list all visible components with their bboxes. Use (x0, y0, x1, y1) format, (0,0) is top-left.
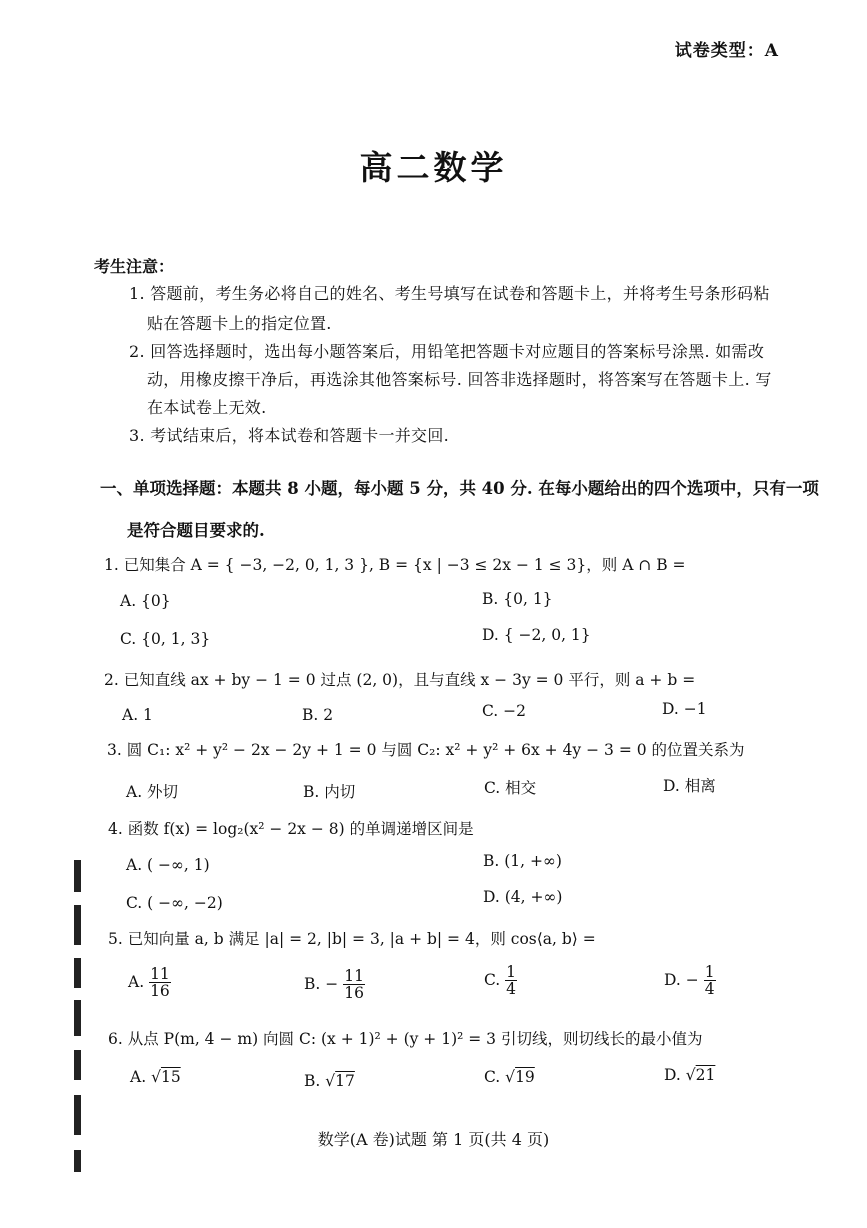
binding-mark (74, 1095, 81, 1135)
q3-option-b: B. 内切 (303, 783, 356, 801)
paper-type-label: 试卷类型：A (674, 41, 779, 61)
q6-option-d-prefix: D. (664, 1066, 681, 1084)
q5-option-b-fraction (343, 968, 365, 1002)
notice-line-3: 2. 回答选择题时，选出每小题答案后，用铅笔把答题卡对应题目的答案标号涂黑. 如需改 (129, 342, 765, 361)
sqrt-icon: √ (505, 1068, 516, 1086)
question-6-stem: 6. 从点 P(m, 4 − m) 向圆 C: (x + 1)² + (y + 1)² = 3 引切线，则切线长的最小值为 (108, 1030, 703, 1048)
q6-option-a (130, 1068, 181, 1086)
q5-option-d-numerator: 1 (704, 963, 715, 981)
q6-option-c (484, 1068, 535, 1086)
q3-option-c: C. 相交 (484, 779, 537, 797)
q3-option-d: D. 相离 (663, 777, 716, 795)
q5-option-c-numerator: 1 (506, 963, 517, 981)
q1-option-d: D. { −2, 0, 1} (482, 626, 591, 644)
q5-option-c-denominator: 4 (506, 980, 517, 999)
binding-mark (74, 958, 81, 988)
question-5-stem: 5. 已知向量 a, b 满足 |a| = 2, |b| = 3, |a + b| = 4，则 cos⟨a, b⟩ = (108, 930, 596, 948)
q5-option-a-fraction (149, 966, 171, 1000)
q5-option-a (128, 966, 171, 1000)
section-heading-line-2: 是符合题目要求的. (127, 521, 265, 540)
q6-option-b-prefix: B. (304, 1072, 321, 1090)
question-1-stem: 1. 已知集合 A = { −3, −2, 0, 1, 3 }, B = {x | −3 ≤ 2x − 1 ≤ 3}，则 A ∩ B = (104, 556, 686, 574)
binding-mark (74, 1150, 81, 1172)
notice-line-4: 动，用橡皮擦干净后，再选涂其他答案标号. 回答非选择题时，将答案写在答题卡上. 写 (147, 370, 772, 389)
question-4-stem: 4. 函数 f(x) = log₂(x² − 2x − 8) 的单调递增区间是 (108, 820, 474, 838)
notice-line-5: 在本试卷上无效. (147, 398, 267, 417)
q2-option-c: C. −2 (482, 702, 527, 720)
q6-option-c-prefix: C. (484, 1068, 501, 1086)
q6-option-a-radicand: 15 (160, 1068, 181, 1086)
q6-option-b-radicand: 17 (335, 1072, 355, 1090)
q5-option-d-fraction (704, 964, 716, 998)
question-3-stem: 3. 圆 C₁: x² + y² − 2x − 2y + 1 = 0 与圆 C₂: x² + y² + 6x + 4y − 3 = 0 的位置关系为 (107, 741, 745, 759)
q5-option-a-numerator: 11 (150, 965, 170, 983)
sqrt-icon: √ (325, 1072, 336, 1090)
q5-option-d-sign: − (685, 970, 699, 989)
q5-option-c (484, 964, 517, 998)
q1-option-c: C. {0, 1, 3} (120, 630, 211, 648)
binding-mark (74, 1000, 81, 1036)
q5-option-a-prefix: A. (128, 972, 145, 991)
q5-option-b-prefix: B. (304, 974, 321, 993)
q1-option-a: A. {0} (120, 592, 171, 610)
q4-option-b: B. (1, +∞) (483, 852, 562, 870)
q6-option-c-radicand: 19 (515, 1068, 535, 1086)
q5-option-d-denominator: 4 (704, 980, 715, 999)
q5-option-d-prefix: D. (664, 970, 681, 989)
q6-option-d (664, 1066, 715, 1084)
q1-option-b: B. {0, 1} (482, 590, 553, 608)
q5-option-b (304, 968, 365, 1002)
q2-option-b: B. 2 (302, 706, 334, 724)
q5-option-d (664, 964, 716, 998)
notice-heading: 考生注意： (94, 257, 175, 276)
sqrt-icon: √ (685, 1066, 696, 1084)
q5-option-a-denominator: 16 (150, 982, 170, 1001)
section-heading-line-1: 一、单项选择题：本题共 8 小题，每小题 5 分，共 40 分. 在每小题给出的四个选项中，只有一项 (100, 479, 819, 498)
q3-option-a: A. 外切 (126, 783, 179, 801)
q2-option-d: D. −1 (662, 700, 707, 718)
binding-mark (74, 860, 81, 892)
q4-option-a: A. ( −∞, 1) (126, 856, 210, 874)
q4-option-d: D. (4, +∞) (483, 888, 563, 906)
q5-option-b-denominator: 16 (344, 984, 364, 1003)
sqrt-icon: √ (151, 1068, 161, 1086)
q5-option-c-fraction (505, 964, 517, 998)
q5-option-c-prefix: C. (484, 970, 501, 989)
page-title: 高二数学 (359, 148, 508, 187)
binding-mark (74, 905, 81, 945)
q5-option-b-numerator: 11 (344, 967, 364, 985)
q6-option-a-prefix: A. (130, 1068, 147, 1086)
q2-option-a: A. 1 (122, 706, 153, 724)
q6-option-b (304, 1072, 355, 1090)
notice-line-6: 3. 考试结束后，将本试卷和答题卡一并交回. (129, 426, 450, 445)
question-2-stem: 2. 已知直线 ax + by − 1 = 0 过点 (2, 0)，且与直线 x − 3y = 0 平行，则 a + b = (104, 671, 696, 689)
page-footer: 数学(A 卷)试题 第 1 页(共 4 页) (317, 1130, 550, 1149)
binding-mark (74, 1050, 81, 1080)
notice-line-2: 贴在答题卡上的指定位置. (147, 314, 332, 333)
q4-option-c: C. ( −∞, −2) (126, 894, 223, 912)
q5-option-b-sign: − (325, 974, 339, 993)
notice-line-1: 1. 答题前，考生务必将自己的姓名、考生号填写在试卷和答题卡上，并将考生号条形码粘 (129, 284, 770, 303)
q6-option-d-radicand: 21 (695, 1066, 716, 1084)
